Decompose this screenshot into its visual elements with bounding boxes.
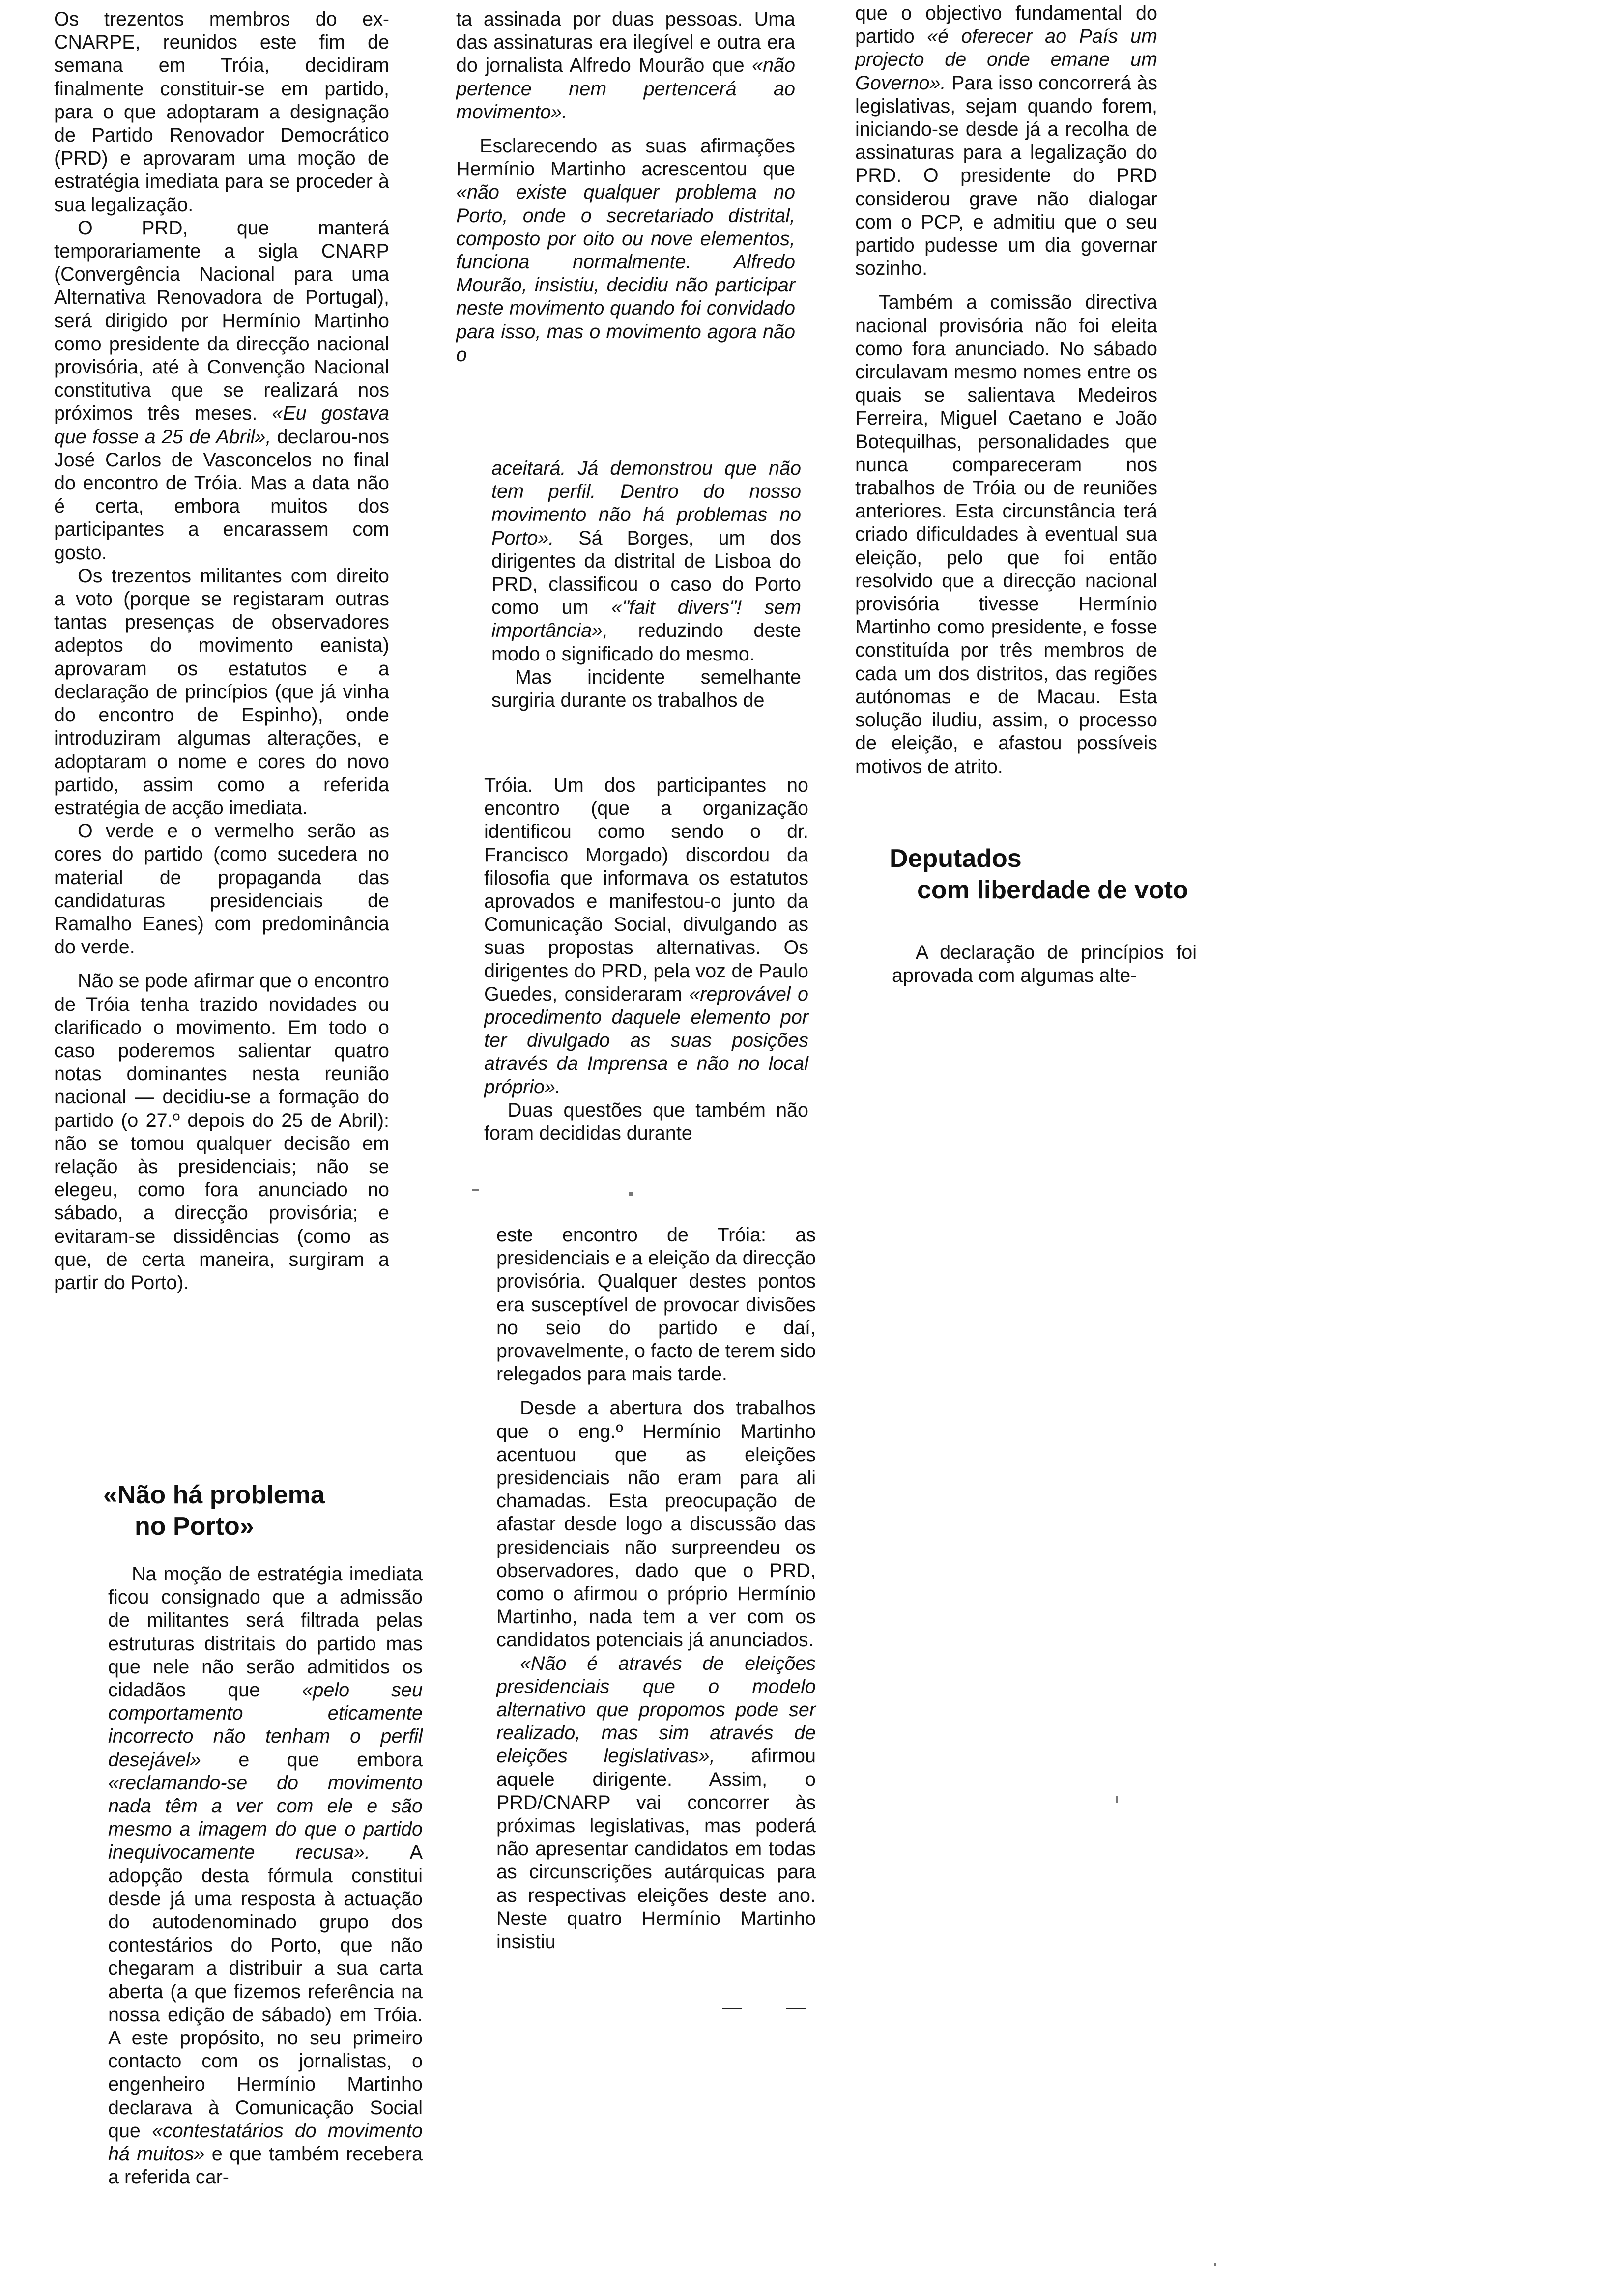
paragraph-text: que o objectivo fundamental do partido	[855, 2, 1157, 48]
paragraph: Os trezentos membros do ex-CNARPE, reunidos este fim de semana em Tróia, decidiram finalmente constituir-se em partido, para o que adoptaram a designação de Partido Renovador Democrático (PRD) e aprovaram uma moção de estratégia imediata para se proceder à sua legalização.	[54, 8, 389, 216]
quote-text: «Não é através de eleições presidenciais que o modelo alternativo que propomos pode ser realizado, mas sim através de eleições legislativas»,	[496, 1652, 816, 1767]
paragraph	[108, 1563, 423, 2189]
paragraph	[484, 774, 808, 1099]
paragraph-text: e que embora	[238, 1749, 423, 1771]
article-column-2-part-2	[491, 457, 801, 712]
section-heading	[103, 1479, 378, 1542]
paragraph: Desde a abertura dos trabalhos que o eng.º Hermínio Martinho acentuou que as eleições presidenciais não eram para ali chamadas. Esta preocupação de afastar desde logo a discussão das presidenciais não surpreendeu os observadores, dado que o PRD, como o afirmou o próprio Hermínio Martinho, nada tem a ver com os candidatos potenciais já anunciados.	[496, 1397, 816, 1651]
article-column-2	[456, 8, 795, 367]
heading-line: no Porto»	[135, 1512, 254, 1541]
article-column-2-part-4	[496, 1224, 816, 1953]
paragraph-text: Esclarecendo as suas afirmações Hermínio Martinho acrescentou que	[456, 135, 795, 180]
heading-line: com liberdade de voto	[917, 876, 1188, 904]
paragraph-text: afirmou aquele dirigente. Assim, o PRD/CNARP vai concorrer às próximas legislativas, mas poderá não apresentar candidatos em todas as circunscrições autárquicas para as respectivas eleições deste ano. Neste quatro Hermínio Martinho insistiu	[496, 1745, 816, 1953]
quote-text: «reclamando-se do movimento nada têm a ver com ele e são mesmo a imagem do que o partido inequivocamente recusa».	[108, 1772, 423, 1864]
article-column-1	[54, 8, 389, 1294]
heading-line: «Não há problema	[103, 1481, 325, 1509]
paragraph	[855, 2, 1157, 280]
quote-text: «"fait divers"! sem importância»,	[491, 597, 801, 642]
scan-speck	[722, 2008, 742, 2009]
quote-text: «Eu gostava que fosse a 25 de Abril»,	[54, 402, 389, 448]
paragraph-text: A adopção desta fórmula constitui desde já uma resposta à actuação do autodenominado grupo dos contestários do Porto, que não chegaram a distribuir a sua carta aberta (a que fizemos referência na nossa edição de sábado) em Tróia. A este propósito, no seu primeiro contacto com os jornalistas, o engenheiro Hermínio Martinho declarava à Comunicação Social que	[108, 1841, 423, 2142]
paragraph	[496, 1652, 816, 1954]
quote-text: «não existe qualquer problema no Porto, onde o secretariado distrital, composto por oito ou nove elementos, funciona normalmente. Alfredo Mourão, insistiu, decidiu não participar neste movimento quando foi convidado para isso, mas o movimento agora não o	[456, 181, 795, 366]
paragraph	[456, 8, 795, 124]
paragraph: Não se pode afirmar que o encontro de Tróia tenha trazido novidades ou clarificado o movimento. Em todo o caso poderemos salientar quatro notas dominantes nesta reunião nacional — decidiu-se a formação do partido (o 27.º depois do 25 de Abril): não se tomou qualquer decisão em relação às presidenciais; não se elegeu, como fora anunciado no sábado, a direcção provisória; e evitaram-se dissidências (como as que, de certa maneira, surgiram a partir do Porto).	[54, 970, 389, 1293]
article-column-3-continued	[892, 941, 1197, 987]
paragraph-text: ta assinada por duas pessoas. Uma das assinaturas era ilegível e outra era do jornalista Alfredo Mourão que	[456, 8, 795, 77]
paragraph	[54, 217, 389, 565]
paragraph-text: O PRD, que manterá temporariamente a sigla CNARP (Convergência Nacional para uma Alternativa Renovadora de Portugal), será dirigido por Hermínio Martinho como presidente da direcção nacional provisória, até à Convenção Nacional constitutiva que se realizará nos próximos três meses.	[54, 217, 389, 425]
paragraph-text: Para isso concorrerá às legislativas, sejam quando forem, iniciando-se desde já a recolha de assinaturas para a legalização do PRD. O presidente do PRD considerou grave não dialogar com o PCP, e admitiu que o seu partido pudesse um dia governar sozinho.	[855, 72, 1157, 280]
quote-text: «não pertence nem pertencerá ao movimento».	[456, 55, 795, 123]
paragraph: Duas questões que também não foram decididas durante	[484, 1099, 808, 1145]
paragraph: Mas incidente semelhante surgiria durante os trabalhos de	[491, 666, 801, 712]
paragraph-text: Sá Borges, um dos dirigentes da distrital de Lisboa do PRD, classificou o caso do Porto como um	[491, 527, 801, 619]
paragraph-text: reduzindo deste modo o significado do mesmo.	[491, 620, 801, 665]
scan-speck	[629, 1192, 633, 1196]
scan-speck	[1116, 1796, 1118, 1803]
paragraph: este encontro de Tróia: as presidenciais e a eleição da direcção provisória. Qualquer destes pontos era susceptível de provocar divisões no seio do partido e daí, provavelmente, o facto de terem sido relegados para mais tarde.	[496, 1224, 816, 1385]
paragraph	[491, 457, 801, 666]
paragraph-text: e que também recebera a referida car-	[108, 2143, 423, 2188]
quote-text: «contestatários do movimento há muitos»	[108, 2120, 423, 2165]
quote-text: «pelo seu comportamento eticamente incorrecto não tenham o perfil desejável»	[108, 1679, 423, 1771]
scan-speck	[472, 1189, 479, 1191]
paragraph-text: Na moção de estratégia imediata ficou consignado que a admissão de militantes será filtrada pelas estruturas distritais do partido mas que nele não serão admitidos os cidadãos que	[108, 1563, 423, 1701]
quote-text: «é oferecer ao País um projecto de onde emane um Governo».	[855, 26, 1157, 94]
paragraph: Os trezentos militantes com direito a voto (porque se registaram outras tantas presenças de observadores adeptos do movimento eanista) aprovaram os estatutos e a declaração de princípios (que já vinha do encontro de Espinho), onde introduziram algumas alterações, e adoptaram o nome e cores do novo partido, assim como a referida estratégia de acção imediata.	[54, 565, 389, 819]
paragraph	[456, 135, 795, 367]
heading-line: Deputados	[890, 844, 1022, 873]
scan-speck	[1214, 2263, 1216, 2266]
quote-text: aceitará. Já demonstrou que não tem perfil. Dentro do nosso movimento não há problemas no Porto».	[491, 458, 801, 549]
quote-text: «reprovável o procedimento daquele elemento por ter divulgado as suas posições através da Imprensa e não no local próprio».	[484, 983, 808, 1098]
article-column-1-continued	[108, 1563, 423, 2189]
paragraph-text: declarou-nos José Carlos de Vasconcelos no final do encontro de Tróia. Mas a data não é certa, embora muitos dos participantes a encarassem com gosto.	[54, 426, 389, 564]
paragraph: Também a comissão directiva nacional provisória não foi eleita como fora anunciado. No sábado circulavam mesmo nomes entre os quais se salientava Medeiros Ferreira, Miguel Caetano e João Botequilhas, personalidades que nunca compareceram nos trabalhos de Tróia ou de reuniões anteriores. Esta circunstância terá criado dificuldades à eventual sua eleição, pelo que foi então resolvido que a direcção nacional provisória tivesse Hermínio Martinho como presidente, e fosse constituída por três membros de cada um dos distritos, das regiões autónomas e de Macau. Esta solução iludiu, assim, o processo de eleição, e afastou possíveis motivos de atrito.	[855, 291, 1157, 777]
article-column-3	[855, 2, 1157, 778]
section-heading	[890, 843, 1243, 906]
paragraph: O verde e o vermelho serão as cores do partido (como sucedera no material de propaganda das candidaturas presidenciais de Ramalho Eanes) com predominância do verde.	[54, 820, 389, 958]
article-column-2-part-3	[484, 774, 808, 1145]
scan-speck	[786, 2008, 806, 2009]
paragraph: A declaração de princípios foi aprovada com algumas alte-	[892, 942, 1197, 987]
paragraph-text: Tróia. Um dos participantes no encontro (que a organização identificou como sendo o dr. Francisco Morgado) discordou da filosofia que informava os estatutos aprovados e manifestou-o junto da Comunicação Social, divulgando as suas propostas alternativas. Os dirigentes do PRD, pela voz de Paulo Guedes, consideraram	[484, 775, 808, 1005]
